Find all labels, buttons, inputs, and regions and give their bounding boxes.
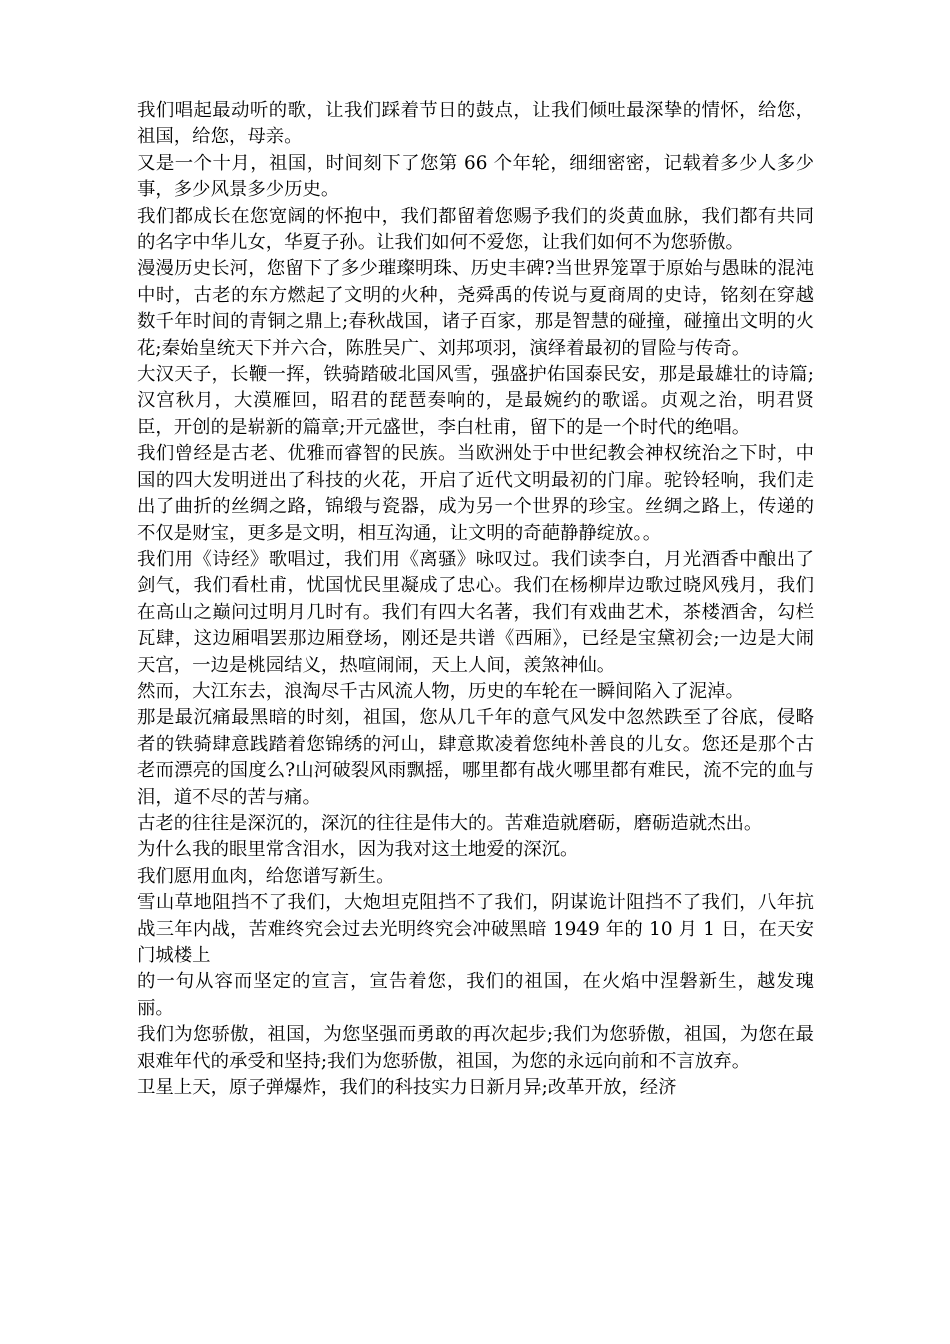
document-body — [137, 98, 814, 1101]
paragraph-8: 然而，大江东去，浪淘尽千古风流人物，历史的车轮在一瞬间陷入了泥淖。 — [137, 680, 744, 702]
paragraph-4: 漫漫历史长河，您留下了多少璀璨明珠、历史丰碑?当世界笼罩于原始与愚昧的混沌中时，古老的东方燃起了文明的火种，尧舜禹的传说与夏商周的史诗，铭刻在穿越数千年时间的青铜之鼎上;春秋战国，诸子百家，那是智慧的碰撞，碰撞出文明的火花;秦始皇统天下并六合，陈胜吴广、刘邦项羽，演绎着最初的冒险与传奇。 — [137, 258, 814, 359]
paragraph-11: 为什么我的眼里常含泪水，因为我对这土地爱的深沉。 — [137, 839, 579, 861]
paragraph-16: 卫星上天，原子弹爆炸，我们的科技实力日新月异;改革开放，经济 — [137, 1077, 677, 1099]
paragraph-14: 的一句从容而坚定的宣言，宣告着您，我们的祖国，在火焰中涅磐新生，越发瑰丽。 — [137, 971, 814, 1019]
paragraph-2: 又是一个十月，祖国，时间刻下了您第 66 个年轮，细细密密，记载着多少人多少事，多少风景多少历史。 — [137, 152, 814, 201]
paragraph-15: 我们为您骄傲，祖国，为您坚强而勇敢的再次起步;我们为您骄傲，祖国，为您在最艰难年代的承受和坚持;我们为您骄傲，祖国，为您的永远向前和不言放弃。 — [137, 1024, 814, 1072]
paragraph-5: 大汉天子，长鞭一挥，铁骑踏破北国风雪，强盛护佑国泰民安，那是最雄壮的诗篇;汉宫秋月，大漠雁回，昭君的琵琶奏响的，是最婉约的歌谣。贞观之治，明君贤臣，开创的是崭新的篇章;开元盛世，李白杜甫，留下的是一个时代的绝唱。 — [137, 364, 814, 438]
paragraph-10: 古老的往往是深沉的，深沉的往往是伟大的。苦难造就磨砺，磨砺造就杰出。 — [137, 812, 763, 834]
paragraph-9: 那是最沉痛最黑暗的时刻，祖国，您从几千年的意气风发中忽然跌至了谷底，侵略者的铁骑肆意践踏着您锦绣的河山，肆意欺凌着您纯朴善良的儿女。您还是那个古老而漂亮的国度么?山河破裂风雨飘摇，哪里都有战火哪里都有难民，流不完的血与泪，道不尽的苦与痛。 — [137, 707, 814, 808]
paragraph-12: 我们愿用血肉，给您谱写新生。 — [137, 865, 395, 887]
paragraph-7: 我们用《诗经》歌唱过，我们用《离骚》咏叹过。我们读李白，月光酒香中酿出了剑气，我们看杜甫，忧国忧民里凝成了忠心。我们在杨柳岸边歌过晓风残月，我们在高山之巅问过明月几时有。我们有四大名著，我们有戏曲艺术，茶楼酒舍，勾栏瓦肆，这边厢唱罢那边厢登场，刚还是共谱《西厢》，已经是宝黛初会;一边是大闹天宫，一边是桃园结义，热喧闹闹，天上人间，羡煞神仙。 — [137, 548, 814, 676]
paragraph-13: 雪山草地阻挡不了我们，大炮坦克阻挡不了我们，阴谋诡计阻挡不了我们，八年抗战三年内战，苦难终究会过去光明终究会冲破黑暗 1949 年的 10 月 1 日，在天安门城楼上 — [137, 892, 814, 966]
paragraph-6: 我们曾经是古老、优雅而睿智的民族。当欧洲处于中世纪教会神权统治之下时，中国的四大发明迸出了科技的火花，开启了近代文明最初的门扉。驼铃轻响，我们走出了曲折的丝绸之路，锦缎与瓷器，成为另一个世界的珍宝。丝绸之路上，传递的不仅是财宝，更多是文明，相互沟通，让文明的奇葩静静绽放。。 — [137, 443, 814, 544]
paragraph-1: 我们唱起最动听的歌，让我们踩着节日的鼓点，让我们倾吐最深挚的情怀，给您，祖国，给您，母亲。 — [137, 100, 814, 148]
paragraph-3: 我们都成长在您宽阔的怀抱中，我们都留着您赐予我们的炎黄血脉，我们都有共同的名字中华儿女，华夏子孙。让我们如何不爱您，让我们如何不为您骄傲。 — [137, 205, 814, 254]
